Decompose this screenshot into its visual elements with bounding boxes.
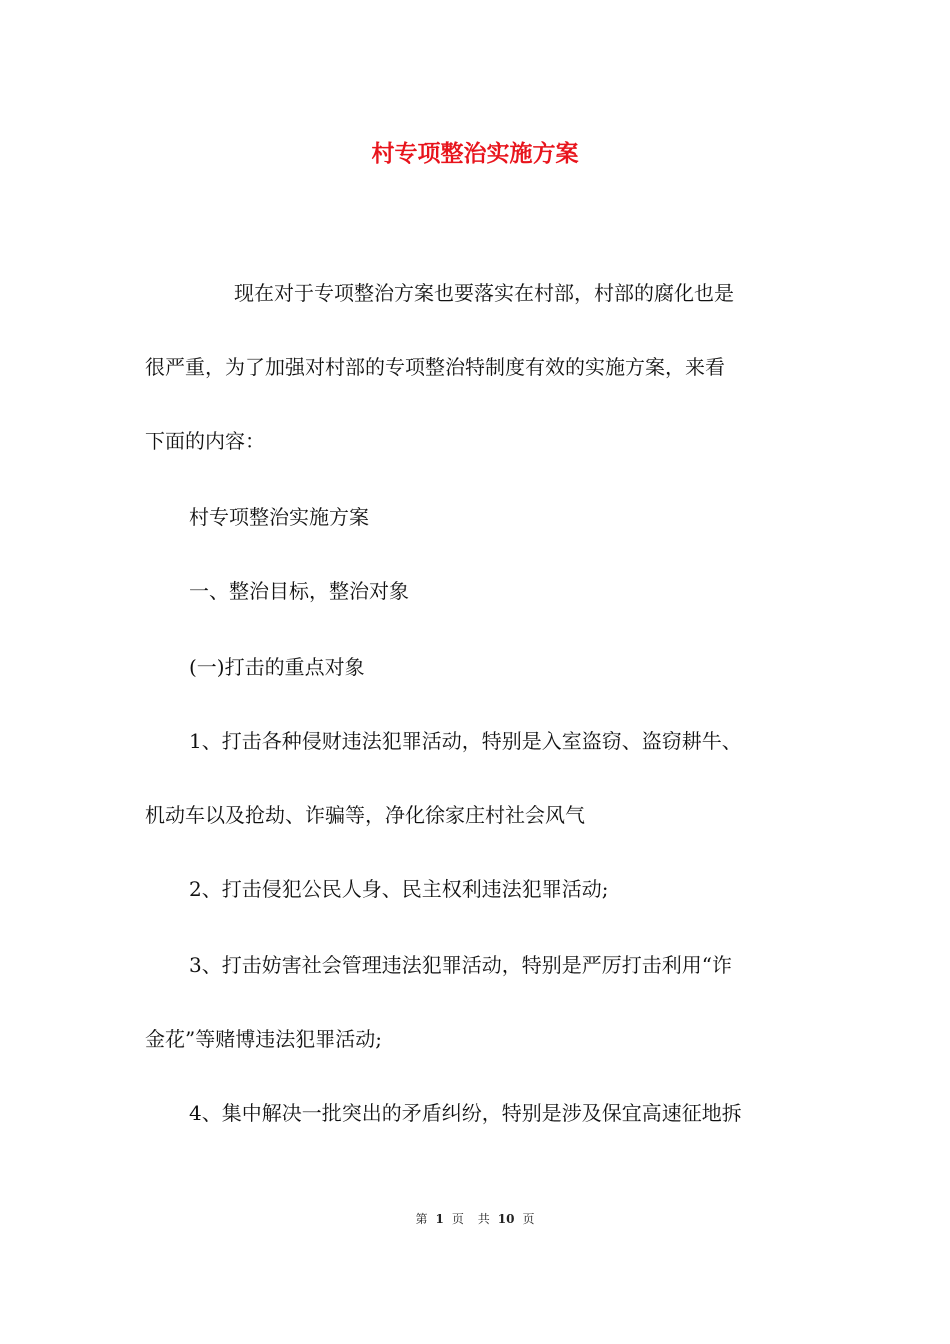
paragraph-line: 很严重，为了加强对村部的专项整治特制度有效的实施方案，来看 xyxy=(145,355,725,379)
footer-total-prefix: 共 xyxy=(477,1212,490,1226)
list-item-line: 1、打击各种侵财违法犯罪活动，特别是入室盗窃、盗窃耕牛、 xyxy=(189,729,742,753)
footer-prefix: 第 xyxy=(415,1212,428,1226)
page-footer xyxy=(0,1210,950,1228)
list-item-line: 4、集中解决一批突出的矛盾纠纷，特别是涉及保宜高速征地拆 xyxy=(189,1101,742,1125)
subsection-heading: (一)打击的重点对象 xyxy=(189,655,365,679)
paragraph-line: 村专项整治实施方案 xyxy=(189,505,369,529)
list-item-line: 3、打击妨害社会管理违法犯罪活动，特别是严厉打击利用“诈 xyxy=(189,953,732,977)
list-item-line: 2、打击侵犯公民人身、民主权利违法犯罪活动; xyxy=(189,877,609,901)
list-item-line: 机动车以及抢劫、诈骗等，净化徐家庄村社会风气 xyxy=(145,803,585,827)
document-title: 村专项整治实施方案 xyxy=(371,140,579,167)
paragraph-line: 下面的内容： xyxy=(145,429,265,453)
footer-page-number: 1 xyxy=(435,1212,444,1226)
paragraph-line: 现在对于专项整治方案也要落实在村部，村部的腐化也是 xyxy=(234,281,734,305)
footer-suffix: 页 xyxy=(522,1212,535,1226)
section-heading: 一、整治目标，整治对象 xyxy=(189,579,409,603)
footer-page-word: 页 xyxy=(451,1212,464,1226)
footer-total-pages: 10 xyxy=(497,1212,515,1226)
list-item-line: 金花”等赌博违法犯罪活动; xyxy=(145,1027,382,1051)
